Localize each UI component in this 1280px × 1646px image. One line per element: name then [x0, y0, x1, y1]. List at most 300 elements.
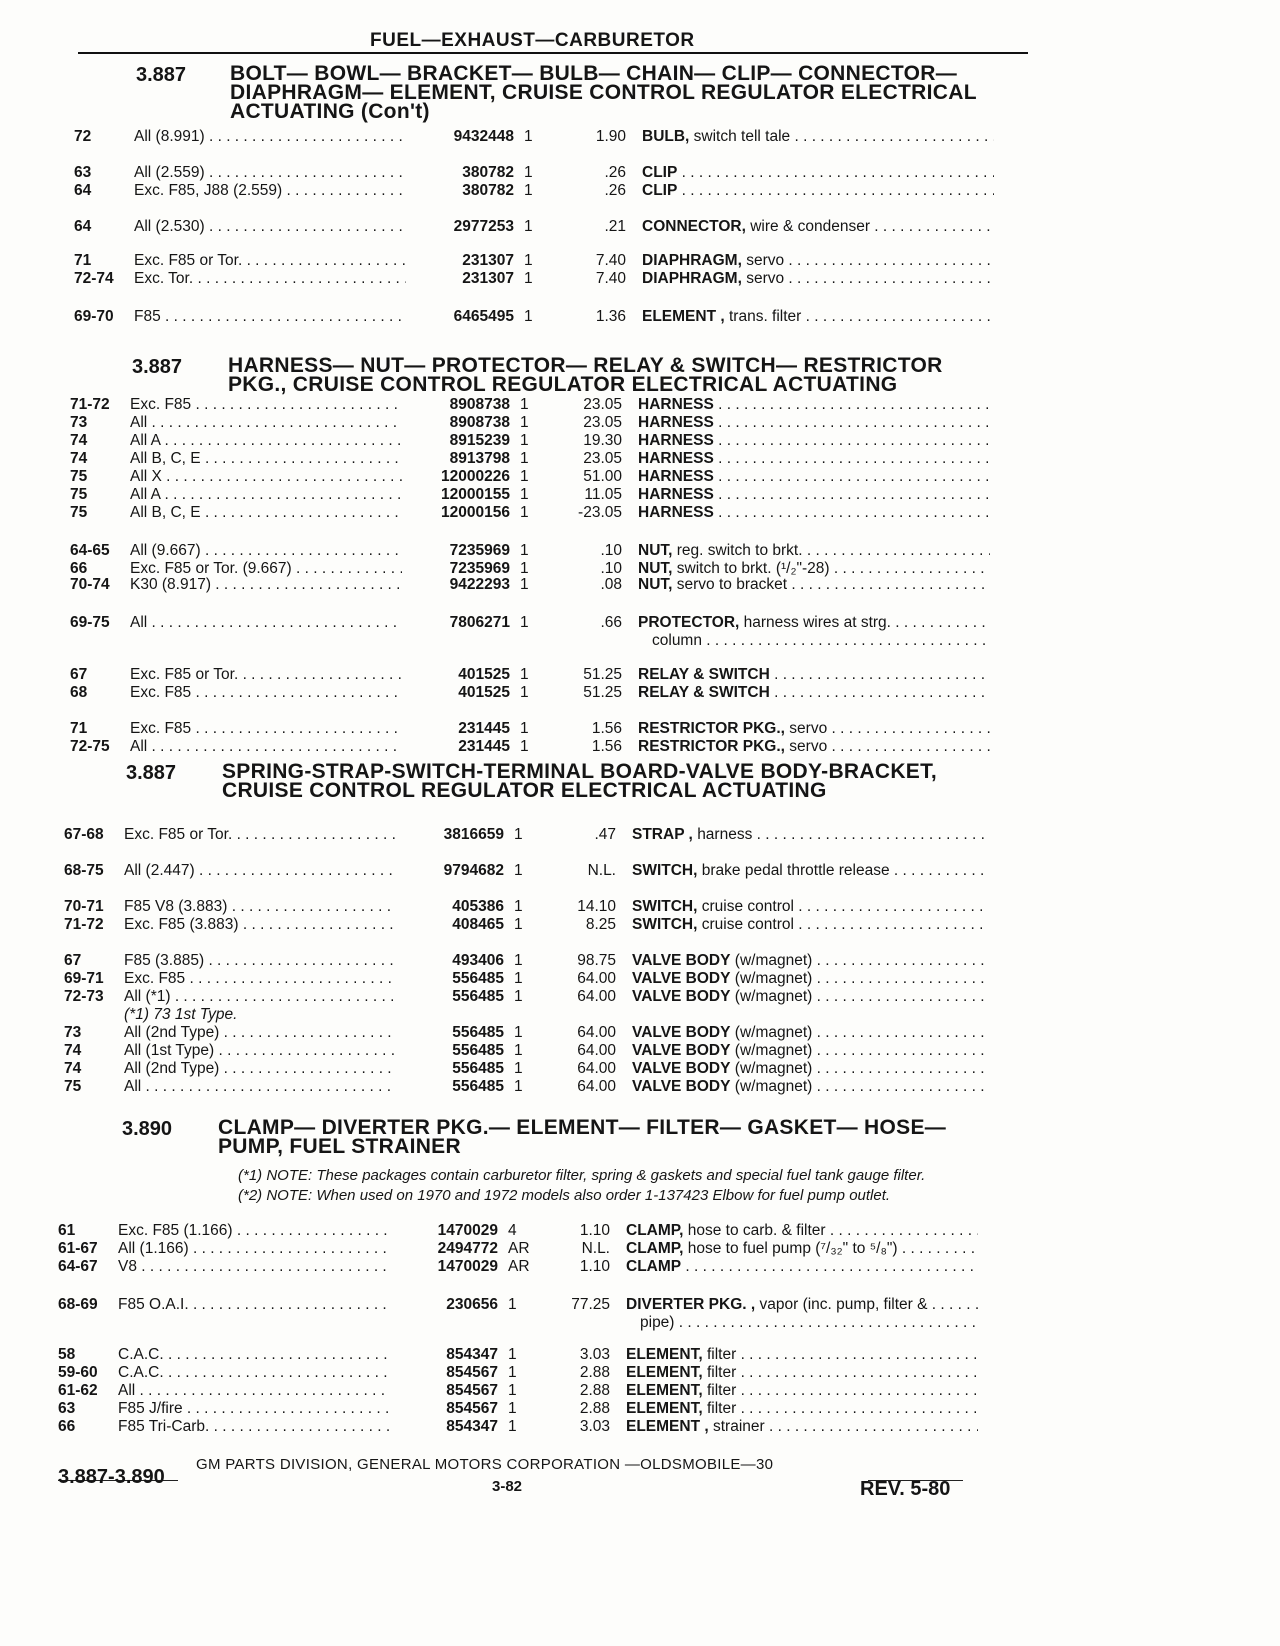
price: 2.88 — [579, 1400, 610, 1417]
part-number: 493406 — [452, 952, 504, 969]
price: 8.25 — [585, 916, 616, 933]
part-description — [632, 1060, 984, 1078]
part-name: VALVE BODY — [632, 952, 731, 969]
table-row — [58, 1222, 980, 1240]
quantity: 1 — [508, 1296, 517, 1313]
part-description — [638, 738, 990, 756]
model-years: 69-71 — [64, 970, 104, 987]
part-number: 854567 — [446, 1382, 498, 1399]
application: F85 Tri-Carb. . . . — [118, 1418, 390, 1436]
part-name: NUT, — [638, 542, 673, 559]
part-name: CLAMP, — [626, 1240, 684, 1257]
table-row — [70, 576, 980, 594]
model-years: 63 — [74, 164, 92, 181]
table-row — [64, 862, 980, 880]
price: N.L. — [587, 862, 616, 879]
table-row — [64, 970, 980, 988]
part-description — [638, 396, 990, 414]
application: Exc. F85 (1.166) . . . — [118, 1222, 390, 1240]
quantity: 1 — [508, 1418, 517, 1435]
part-number: 401525 — [458, 666, 510, 683]
part-name: RELAY & SWITCH — [638, 684, 770, 701]
quantity: AR — [508, 1258, 530, 1275]
part-name: VALVE BODY — [632, 988, 731, 1005]
model-years: 72-73 — [64, 988, 104, 1005]
model-years: 61-62 — [58, 1382, 98, 1399]
application: All (8.991) . . . — [134, 128, 406, 146]
part-detail: trans. filter . . . — [729, 308, 994, 325]
part-detail: cruise control . . . — [702, 898, 984, 915]
footer-page-number: 3-82 — [492, 1478, 523, 1495]
price: 14.10 — [577, 898, 616, 915]
part-detail — [718, 396, 990, 413]
part-name: HARNESS — [638, 486, 714, 503]
application: F85 (3.885) . . . — [124, 952, 396, 970]
quantity: 1 — [520, 542, 529, 559]
part-detail: (w/magnet) . . . — [735, 1024, 984, 1041]
price: 7.40 — [595, 270, 626, 287]
table-row — [70, 542, 980, 560]
part-description — [638, 614, 990, 632]
model-years: 68-69 — [58, 1296, 98, 1313]
part-name: HARNESS — [638, 396, 714, 413]
part-detail: (w/magnet) . . . — [735, 988, 984, 1005]
part-number: 7806271 — [449, 614, 510, 631]
table-row — [74, 308, 980, 326]
part-name: ELEMENT, — [626, 1346, 703, 1363]
section-title: SPRING-STRAP-SWITCH-TERMINAL BOARD-VALVE BODY-BRACKET, CRUISE CONTROL REGULATOR ELECTRICAL ACTUATING — [222, 760, 938, 802]
quantity: 4 — [508, 1222, 517, 1239]
table-row — [58, 1258, 980, 1276]
table-row — [64, 1060, 980, 1078]
part-detail: servo . . . — [746, 252, 994, 269]
part-name: VALVE BODY — [632, 970, 731, 987]
part-description — [642, 270, 994, 288]
continuation-row — [58, 1314, 980, 1332]
part-detail: filter . . . — [707, 1382, 978, 1399]
part-description — [632, 1042, 984, 1060]
part-description — [632, 826, 984, 844]
model-years: 67 — [64, 952, 82, 969]
table-row — [58, 1240, 980, 1258]
part-name: PROTECTOR, — [638, 614, 740, 631]
part-description — [642, 182, 994, 200]
application: All B, C, E . . . — [130, 450, 402, 468]
part-name: CONNECTOR, — [642, 218, 746, 235]
part-name: NUT, — [638, 576, 673, 593]
model-years: 67 — [70, 666, 88, 683]
part-detail: servo to bracket . . . — [677, 576, 990, 593]
part-description — [626, 1258, 978, 1276]
application: All . . . — [124, 1078, 396, 1096]
part-number: 2977253 — [453, 218, 514, 235]
part-detail: vapor (inc. pump, filter & . . . — [760, 1296, 979, 1313]
quantity: 1 — [514, 826, 523, 843]
application: Exc. F85 . . . — [124, 970, 396, 988]
quantity: 1 — [520, 414, 529, 431]
table-row — [58, 1400, 980, 1418]
quantity: 1 — [520, 450, 529, 467]
model-years: 74 — [64, 1060, 82, 1077]
part-number: 3816659 — [443, 826, 504, 843]
section-note: (*2) NOTE: When used on 1970 and 1972 models also order 1-137423 Elbow for fuel pump outlet. — [238, 1187, 891, 1204]
part-detail: filter . . . — [707, 1400, 978, 1417]
part-detail: filter . . . — [707, 1364, 978, 1381]
part-detail — [718, 432, 990, 449]
model-years: 72 — [74, 128, 92, 145]
part-detail: column . . . — [652, 632, 990, 649]
model-years: 66 — [58, 1418, 76, 1435]
quantity: 1 — [524, 164, 533, 181]
application: Exc. F85 or Tor. . . . — [134, 252, 406, 270]
model-years: 71-72 — [64, 916, 104, 933]
price: 98.75 — [577, 952, 616, 969]
part-detail: filter . . . — [707, 1346, 978, 1363]
part-number: 854567 — [446, 1364, 498, 1381]
part-name: STRAP , — [632, 826, 693, 843]
table-row — [64, 916, 980, 934]
model-years: 73 — [64, 1024, 82, 1041]
part-detail — [718, 450, 990, 467]
part-name: VALVE BODY — [632, 1078, 731, 1095]
part-number: 8915239 — [449, 432, 510, 449]
application: Exc. F85 . . . — [130, 396, 402, 414]
page-header-title: FUEL—EXHAUST—CARBURETOR — [370, 30, 695, 51]
part-detail: switch to brkt. (¹/₂"-28) . . . — [677, 560, 990, 577]
part-name: ELEMENT, — [626, 1400, 703, 1417]
quantity: 1 — [508, 1400, 517, 1417]
part-detail: harness wires at strg. . . . — [744, 614, 990, 631]
part-number: 231445 — [458, 738, 510, 755]
application: V8 . . . — [118, 1258, 390, 1276]
quantity: 1 — [524, 270, 533, 287]
part-name: SWITCH, — [632, 862, 698, 879]
table-row — [74, 218, 980, 236]
price: 1.10 — [579, 1222, 610, 1239]
part-name: HARNESS — [638, 414, 714, 431]
model-years: 69-75 — [70, 614, 110, 631]
part-number: 8908738 — [449, 414, 510, 431]
price: 3.03 — [579, 1418, 610, 1435]
quantity: 1 — [520, 432, 529, 449]
table-row — [64, 1024, 980, 1042]
model-years: 67-68 — [64, 826, 104, 843]
application: All . . . — [130, 414, 402, 432]
part-number: 1470029 — [437, 1258, 498, 1275]
part-name: DIAPHRAGM, — [642, 252, 742, 269]
quantity: 1 — [514, 952, 523, 969]
part-name: DIAPHRAGM, — [642, 270, 742, 287]
part-detail — [718, 486, 990, 503]
table-row — [64, 826, 980, 844]
application: K30 (8.917) . . . — [130, 576, 402, 594]
part-number: 8913798 — [449, 450, 510, 467]
quantity: AR — [508, 1240, 530, 1257]
part-name: VALVE BODY — [632, 1024, 731, 1041]
part-description — [638, 542, 990, 560]
price: 64.00 — [577, 1024, 616, 1041]
quantity: 1 — [514, 1024, 523, 1041]
price: 1.36 — [595, 308, 626, 325]
part-detail — [682, 182, 994, 199]
application: All (1.166) . . . — [118, 1240, 390, 1258]
application: All A . . . — [130, 432, 402, 450]
part-detail: servo . . . — [746, 270, 994, 287]
model-years: 75 — [70, 504, 88, 521]
part-number: 9422293 — [449, 576, 510, 593]
quantity: 1 — [514, 1060, 523, 1077]
header-rule — [78, 52, 1028, 54]
application: All . . . — [118, 1382, 390, 1400]
part-description — [642, 252, 994, 270]
part-number: 408465 — [452, 916, 504, 933]
application: All (1st Type) . . . — [124, 1042, 396, 1060]
price: 11.05 — [584, 486, 622, 503]
table-row — [70, 450, 980, 468]
price: .10 — [600, 542, 622, 559]
part-number: 9432448 — [453, 128, 514, 145]
application: C.A.C. . . . — [118, 1346, 390, 1364]
part-description — [632, 970, 984, 988]
application: F85 J/fire . . . — [118, 1400, 390, 1418]
quantity: 1 — [520, 666, 529, 683]
part-description — [638, 666, 990, 684]
part-name: RESTRICTOR PKG., — [638, 738, 785, 755]
part-detail: (w/magnet) . . . — [735, 970, 984, 987]
application: All (2nd Type) . . . — [124, 1060, 396, 1078]
price: 19.30 — [583, 432, 622, 449]
part-number: 854567 — [446, 1400, 498, 1417]
price: .66 — [600, 614, 622, 631]
part-name: RESTRICTOR PKG., — [638, 720, 785, 737]
part-description — [638, 632, 990, 650]
part-name: HARNESS — [638, 504, 714, 521]
application: All B, C, E . . . — [130, 504, 402, 522]
part-description — [626, 1400, 978, 1418]
part-number: 6465495 — [453, 308, 514, 325]
application: F85 V8 (3.883) . . . — [124, 898, 396, 916]
application: F85 . . . — [134, 308, 406, 326]
table-row — [74, 182, 980, 200]
model-years: 68 — [70, 684, 88, 701]
quantity: 1 — [520, 560, 529, 577]
part-number: 1470029 — [437, 1222, 498, 1239]
section-number: 3.887 — [136, 64, 187, 86]
section-number: 3.890 — [122, 1118, 173, 1140]
quantity: 1 — [520, 396, 529, 413]
application: All (2.530) . . . — [134, 218, 406, 236]
table-row — [74, 164, 980, 182]
model-years: 75 — [64, 1078, 82, 1095]
quantity: 1 — [520, 738, 529, 755]
part-description — [632, 952, 984, 970]
part-detail — [718, 504, 990, 521]
model-years: 61 — [58, 1222, 76, 1239]
part-number: 231445 — [458, 720, 510, 737]
quantity: 1 — [524, 308, 533, 325]
model-years: 70-71 — [64, 898, 104, 915]
price: 64.00 — [577, 988, 616, 1005]
part-name: CLAMP, — [626, 1222, 684, 1239]
part-name: DIVERTER PKG. , — [626, 1296, 756, 1313]
part-name: RELAY & SWITCH — [638, 666, 770, 683]
part-number: 12000155 — [441, 486, 510, 503]
part-description — [626, 1296, 978, 1314]
part-number: 7235969 — [449, 560, 510, 577]
price: .10 — [600, 560, 622, 577]
part-number: 9794682 — [443, 862, 504, 879]
part-number: 854347 — [446, 1418, 498, 1435]
application: Exc. F85 or Tor. (9.667) . . . — [130, 560, 402, 578]
part-detail — [718, 414, 990, 431]
part-detail — [774, 666, 990, 683]
part-detail: wire & condenser . . . — [750, 218, 994, 235]
part-detail: hose to fuel pump (⁷/₃₂" to ⁵/₈") . . . — [688, 1240, 978, 1257]
quantity: 1 — [514, 862, 523, 879]
part-description — [626, 1222, 978, 1240]
part-detail: (w/magnet) . . . — [735, 1060, 984, 1077]
part-description — [626, 1418, 978, 1436]
price: 51.25 — [583, 666, 622, 683]
application: All A . . . — [130, 486, 402, 504]
model-years: 71 — [70, 720, 88, 737]
quantity: 1 — [524, 252, 533, 269]
table-row — [58, 1418, 980, 1436]
part-description — [638, 450, 990, 468]
application: All X . . . — [130, 468, 402, 486]
part-detail: servo . . . — [789, 720, 990, 737]
part-number: 556485 — [452, 970, 504, 987]
section-title: CLAMP— DIVERTER PKG.— ELEMENT— FILTER— GASKET— HOSE— PUMP, FUEL STRAINER — [218, 1116, 947, 1158]
table-row — [64, 898, 980, 916]
table-row — [70, 666, 980, 684]
part-name: CLIP — [642, 164, 678, 181]
section-number: 3.887 — [132, 356, 183, 378]
application: All . . . — [130, 614, 402, 632]
part-description — [638, 432, 990, 450]
price: 1.56 — [591, 738, 622, 755]
part-name: VALVE BODY — [632, 1060, 731, 1077]
part-description — [626, 1240, 978, 1258]
price: 23.05 — [583, 450, 622, 467]
part-name: ELEMENT, — [626, 1364, 703, 1381]
table-row — [74, 128, 980, 146]
application: Exc. F85 . . . — [130, 720, 402, 738]
quantity: 1 — [508, 1364, 517, 1381]
part-number: 854347 — [446, 1346, 498, 1363]
price: 1.10 — [579, 1258, 610, 1275]
model-years: 64 — [74, 182, 92, 199]
part-number: 8908738 — [449, 396, 510, 413]
part-number: 401525 — [458, 684, 510, 701]
footer-section-range: 3.887-3.890 — [58, 1466, 165, 1488]
application: Exc. F85 or Tor. . . . — [130, 666, 402, 684]
part-description — [626, 1382, 978, 1400]
part-number: 556485 — [452, 1042, 504, 1059]
price: 1.90 — [595, 128, 626, 145]
model-years: 71 — [74, 252, 92, 269]
part-description — [638, 576, 990, 594]
application: Exc. F85 . . . — [130, 684, 402, 702]
price: N.L. — [581, 1240, 610, 1257]
price: .08 — [600, 576, 622, 593]
section-title: HARNESS— NUT— PROTECTOR— RELAY & SWITCH— RESTRICTOR PKG., CRUISE CONTROL REGULATOR ELECTRICAL ACTUATING — [228, 354, 943, 396]
price: .26 — [604, 182, 626, 199]
table-row — [64, 988, 980, 1006]
part-description — [638, 414, 990, 432]
part-detail: strainer . . . — [713, 1418, 978, 1435]
part-number: 556485 — [452, 1078, 504, 1095]
part-description — [632, 916, 984, 934]
part-name: SWITCH, — [632, 898, 698, 915]
application: All (*1) . . . — [124, 988, 396, 1006]
table-row — [70, 432, 980, 450]
model-years: 58 — [58, 1346, 76, 1363]
part-name: NUT, — [638, 560, 673, 577]
part-number: 405386 — [452, 898, 504, 915]
model-years: 72-74 — [74, 270, 114, 287]
price: 7.40 — [595, 252, 626, 269]
price: -23.05 — [578, 504, 622, 521]
part-detail — [718, 468, 990, 485]
application: (*1) 73 1st Type. — [124, 1006, 238, 1023]
application: Exc. Tor. . . . — [134, 270, 406, 288]
part-description — [632, 898, 984, 916]
table-row — [70, 414, 980, 432]
quantity: 1 — [520, 486, 529, 503]
model-years: 64-67 — [58, 1258, 98, 1275]
quantity: 1 — [520, 576, 529, 593]
part-number: 231307 — [462, 252, 514, 269]
quantity: 1 — [520, 684, 529, 701]
model-years: 71-72 — [70, 396, 110, 413]
part-name: CLIP — [642, 182, 678, 199]
price: 2.88 — [579, 1382, 610, 1399]
quantity: 1 — [514, 970, 523, 987]
part-description — [626, 1314, 978, 1332]
footnote-row — [64, 1006, 980, 1024]
part-name: ELEMENT , — [626, 1418, 709, 1435]
quantity: 1 — [514, 916, 523, 933]
part-description — [632, 862, 984, 880]
price: .26 — [604, 164, 626, 181]
model-years: 69-70 — [74, 308, 114, 325]
table-row — [70, 720, 980, 738]
part-name: CLAMP — [626, 1258, 682, 1275]
table-row — [58, 1296, 980, 1314]
application: Exc. F85 or Tor. . . . — [124, 826, 396, 844]
quantity: 1 — [524, 182, 533, 199]
quantity: 1 — [520, 614, 529, 631]
part-detail — [685, 1258, 978, 1275]
part-description — [638, 468, 990, 486]
part-name: HARNESS — [638, 432, 714, 449]
price: 64.00 — [577, 1060, 616, 1077]
part-detail: reg. switch to brkt. . . . — [677, 542, 990, 559]
price: 1.56 — [591, 720, 622, 737]
price: 23.05 — [583, 396, 622, 413]
price: 64.00 — [577, 1042, 616, 1059]
quantity: 1 — [520, 504, 529, 521]
table-row — [58, 1382, 980, 1400]
section-note: (*1) NOTE: These packages contain carburetor filter, spring & gaskets and special fuel tank gauge filter. — [238, 1167, 926, 1184]
model-years: 61-67 — [58, 1240, 98, 1257]
footer-publisher: GM PARTS DIVISION, GENERAL MOTORS CORPORATION —OLDSMOBILE—30 — [196, 1456, 774, 1473]
table-row — [70, 468, 980, 486]
part-number: 2494772 — [437, 1240, 498, 1257]
quantity: 1 — [508, 1346, 517, 1363]
part-description — [642, 218, 994, 236]
